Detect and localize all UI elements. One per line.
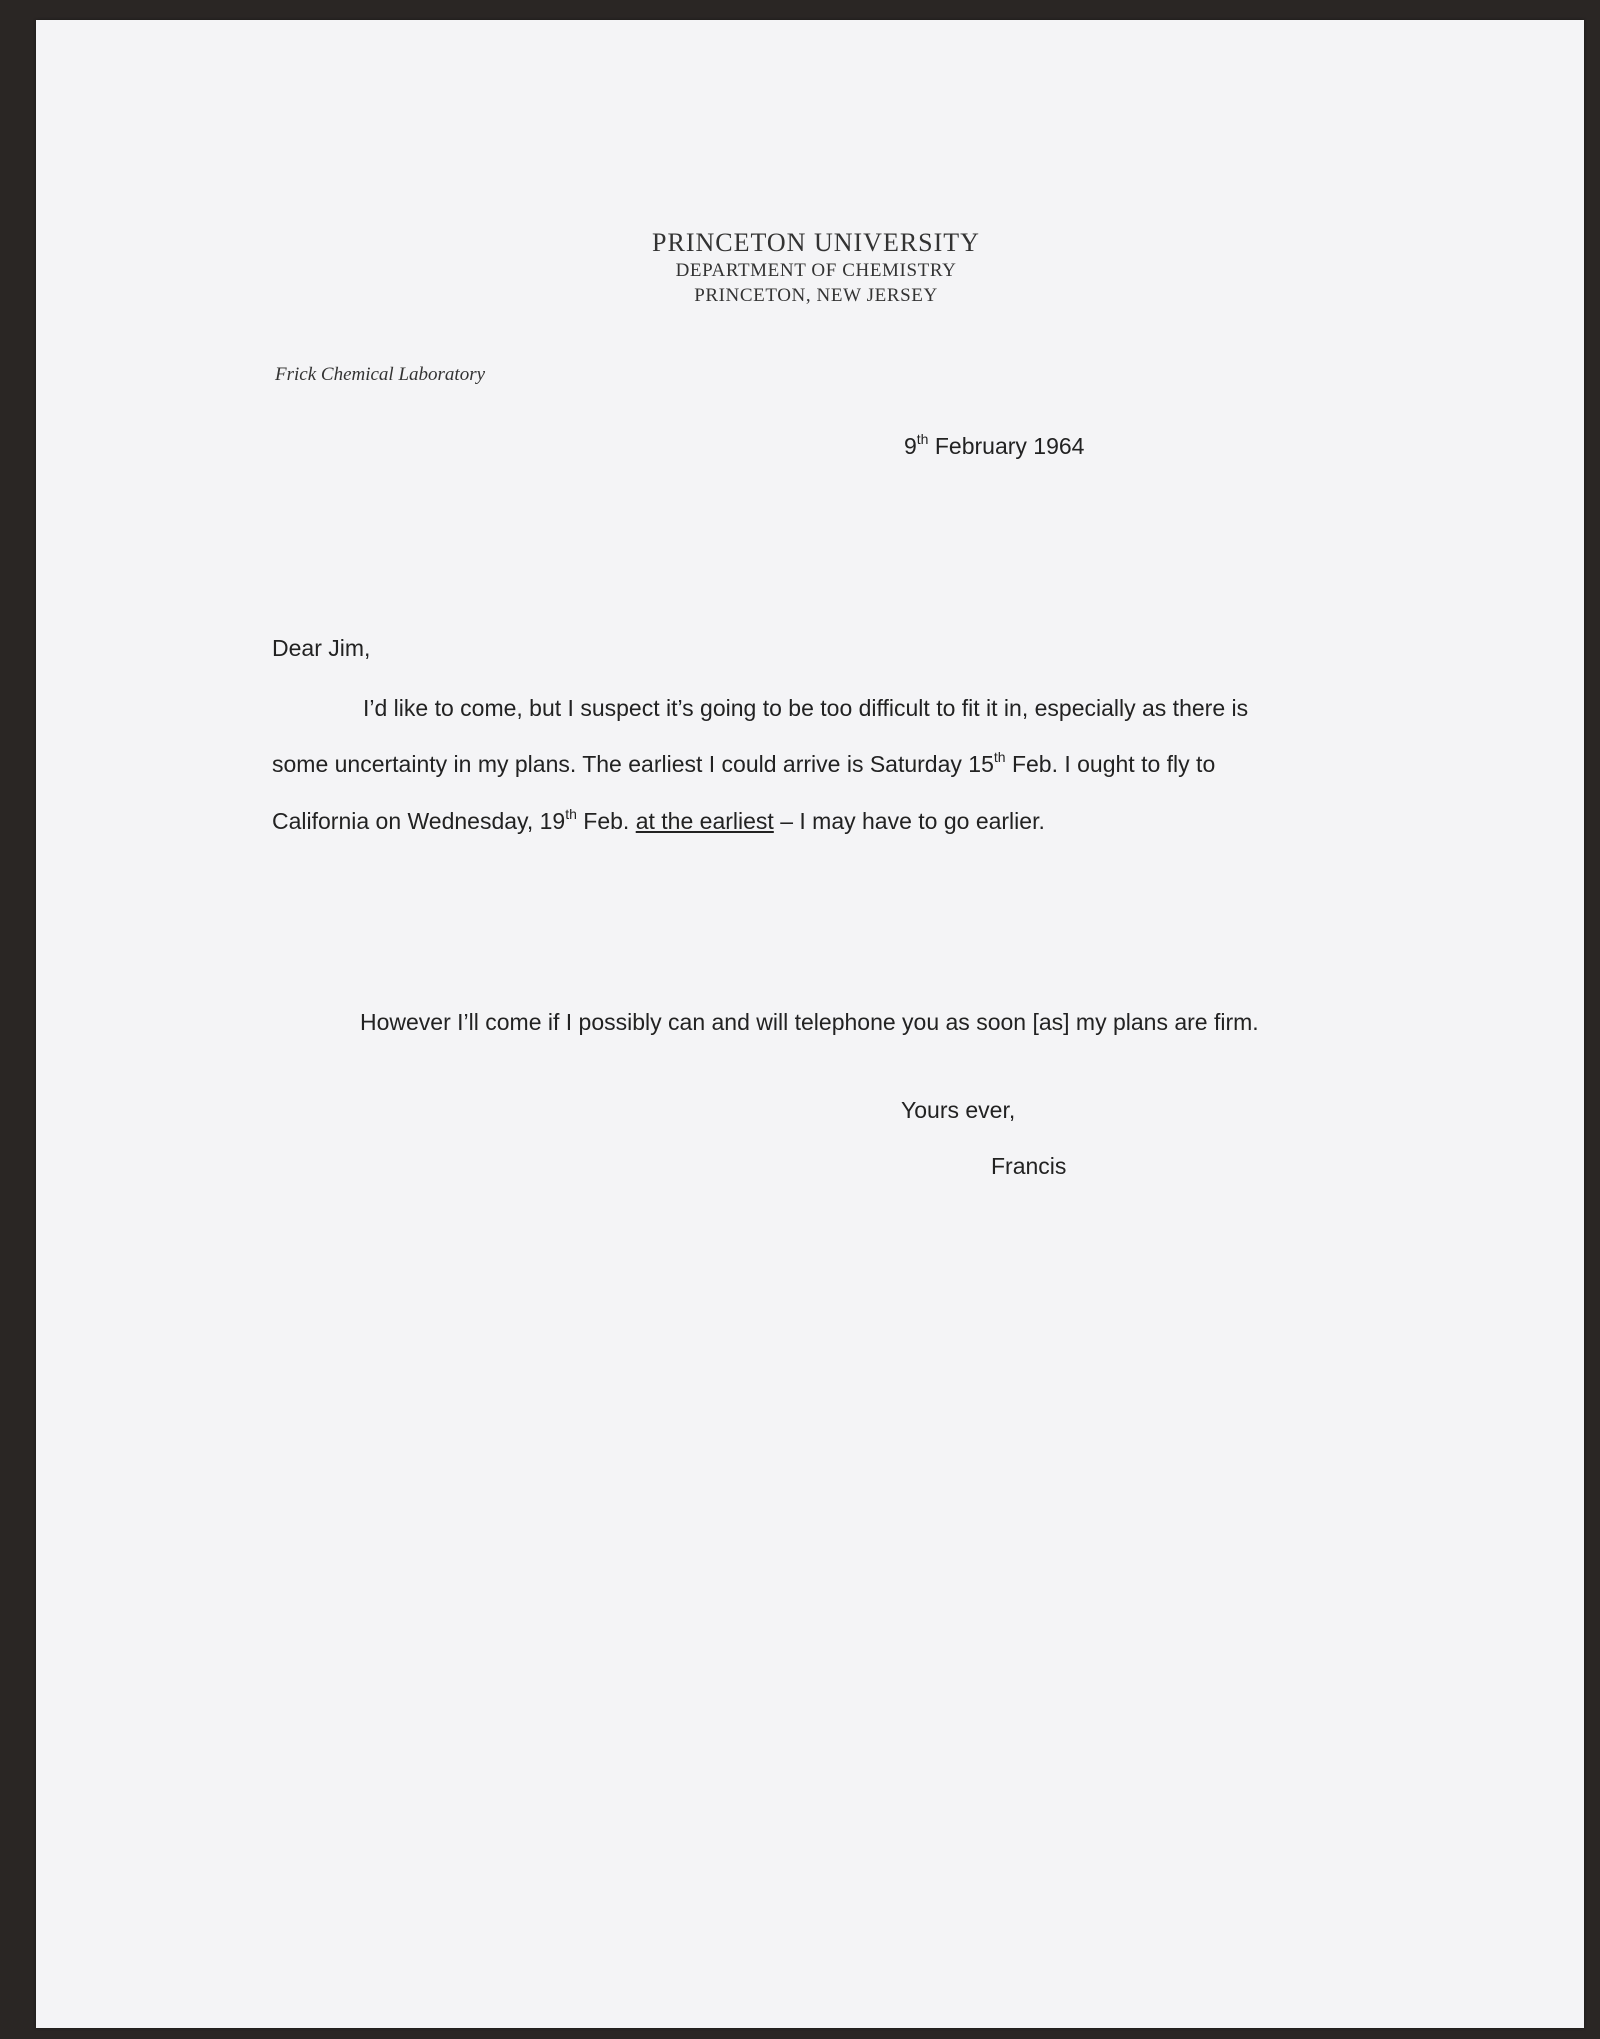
date-day: 9: [904, 433, 917, 459]
p1-line2-suffix: th: [993, 749, 1006, 765]
p1-line3-suffix: th: [565, 806, 577, 822]
closing: Yours ever,: [901, 1097, 1016, 1123]
date-rest: February 1964: [928, 433, 1085, 459]
paragraph-1-line-1: I’d like to come, but I suspect it’s going to be too difficult to fit it in, especially as there is: [363, 695, 1249, 721]
paragraph-2: However I’ll come if I possibly can and will telephone you as soon [as] my plans are firm.: [360, 1009, 1259, 1035]
letterhead-university: PRINCETON UNIVERSITY: [652, 228, 980, 257]
letterhead-city: PRINCETON, NEW JERSEY: [694, 285, 938, 306]
p1-line2-text-a: some uncertainty in my plans. The earliest I could arrive is Saturday 15: [272, 751, 994, 777]
p1-line3-text-a: California on Wednesday, 19: [272, 808, 566, 834]
laboratory-name: Frick Chemical Laboratory: [275, 364, 486, 385]
letterhead-department: DEPARTMENT OF CHEMISTRY: [675, 260, 957, 281]
date-suffix: th: [916, 431, 929, 447]
p1-line2-text-b: Feb. I ought to fly to: [1005, 751, 1216, 777]
signature: Francis: [991, 1153, 1067, 1179]
paragraph-1-line-2: [272, 751, 1215, 778]
scan-top-edge: [0, 0, 1600, 20]
letter-date: [904, 433, 1084, 460]
paragraph-1-line-3: [272, 808, 1045, 835]
salutation: Dear Jim,: [272, 635, 371, 661]
p1-line3-text-c: – I may have to go earlier.: [773, 808, 1045, 834]
letterhead: [0, 228, 1600, 308]
p1-line3-text-b: Feb.: [576, 808, 636, 834]
p1-line3-underlined: at the earliest: [635, 808, 774, 834]
